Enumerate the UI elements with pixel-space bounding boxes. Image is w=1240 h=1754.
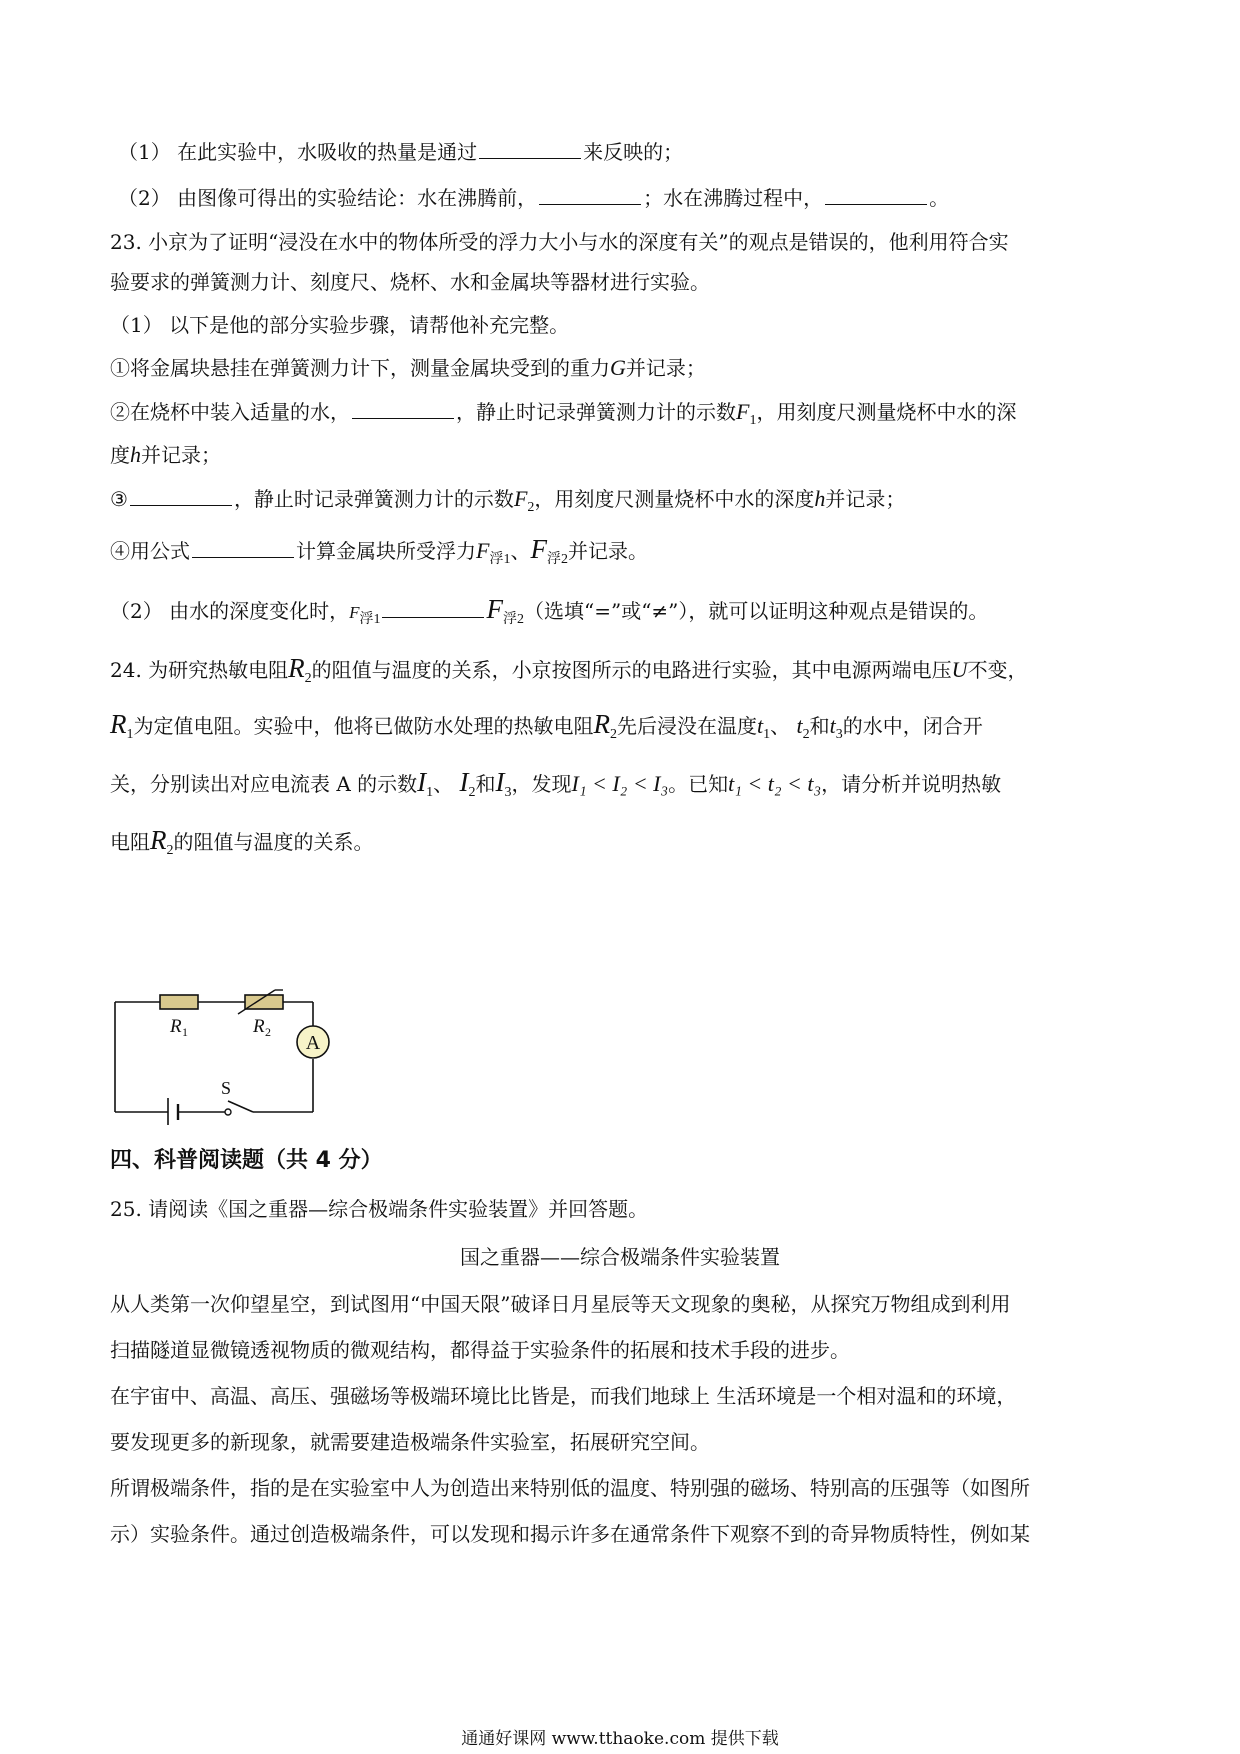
article-para2-line1: 在宇宙中、高温、高压、强磁场等极端环境比比皆是，而我们地球上 生活环境是一个相对温和的环境， xyxy=(110,1384,1017,1408)
q23-intro-line2: 验要求的弹簧测力计、刻度尺、烧杯、水和金属块等器材进行实验。 xyxy=(110,270,710,294)
answer-blank[interactable] xyxy=(825,184,927,205)
q22-part1: （1） 在此实验中，水吸收的热量是通过 来反映的； xyxy=(118,140,684,164)
q23-step3: ③ ，静止时记录弹簧测力计的示数$F_2$，用刻度尺测量烧杯中水的深度h并记录； xyxy=(110,486,906,515)
answer-blank[interactable] xyxy=(352,398,454,419)
article-para1-line1: 从人类第一次仰望星空，到试图用“中国天限”破译日月星辰等天文现象的奥秘，从探究万物组成到利用 xyxy=(110,1292,1011,1316)
q23-step2: ②在烧杯中装入适量的水， ，静止时记录弹簧测力计的示数$F_1$，用刻度尺测量烧杯中水的深 xyxy=(110,399,1017,428)
q25-prompt: 25. 请阅读《国之重器—综合极端条件实验装置》并回答题。 xyxy=(110,1197,649,1221)
q22-part2: （2） 由图像可得出的实验结论：水在沸腾前， ；水在沸腾过程中， 。 xyxy=(118,186,950,210)
r1-subscript: 1 xyxy=(182,1025,188,1039)
q24-line4: 电阻$R_2$的阻值与温度的关系。 xyxy=(110,825,374,858)
resistor-r1 xyxy=(160,995,198,1009)
page-footer: 通通好课网 www.tthaoke.com 提供下载 xyxy=(461,1729,779,1749)
answer-blank[interactable] xyxy=(192,537,294,558)
answer-blank[interactable] xyxy=(479,138,581,159)
article-para3-line1: 所谓极端条件，指的是在实验室中人为创造出来特别低的温度、特别强的磁场、特别高的压强等（如图所 xyxy=(110,1476,1030,1500)
switch-contact xyxy=(225,1109,231,1115)
q23-step4: ④用公式 计算金属块所受浮力$F_{浮1}$、$F_{浮2}$并记录。 xyxy=(110,534,648,567)
article-title: 国之重器——综合极端条件实验装置 xyxy=(460,1245,780,1269)
article-para2-line2: 要发现更多的新现象，就需要建造极端条件实验室，拓展研究空间。 xyxy=(110,1430,710,1454)
article-para1-line2: 扫描隧道显微镜透视物质的微观结构，都得益于实验条件的拓展和技术手段的进步。 xyxy=(110,1338,850,1362)
q23-part1: （1） 以下是他的部分实验步骤，请帮他补充完整。 xyxy=(110,313,570,337)
q24-line3: 关，分别读出对应电流表 A 的示数$I_1$、 $I_2$和$I_3$，发现I₁ < I₂ < I₃。已知t₁ < t₂ < t₃，请分析并说明热敏 xyxy=(110,767,1002,800)
q23-step2-cont: 度h并记录； xyxy=(110,442,221,467)
q24-line1: 24. 为研究热敏电阻$R_2$的阻值与温度的关系，小京按图所示的电路进行实验，其中电源两端电压U不变， xyxy=(110,653,1028,686)
r2-label: R xyxy=(253,1016,265,1037)
q24-line2: $R_1$为定值电阻。实验中，他将已做防水处理的热敏电阻$R_2$先后浸没在温度$t_1$、 $t_2$和$t_3$的水中，闭合开 xyxy=(110,709,983,742)
r2-subscript: 2 xyxy=(265,1025,271,1039)
q23-intro-line1: 23. 小京为了证明“浸没在水中的物体所受的浮力大小与水的深度有关”的观点是错误的，他利用符合实 xyxy=(110,230,1009,254)
answer-blank[interactable] xyxy=(130,485,232,506)
answer-blank[interactable] xyxy=(382,597,484,618)
answer-blank[interactable] xyxy=(539,184,641,205)
q23-step1: ①将金属块悬挂在弹簧测力计下，测量金属块受到的重力G并记录； xyxy=(110,355,706,380)
r1-label: R xyxy=(170,1016,182,1037)
switch-label: S xyxy=(221,1078,232,1098)
article-para3-line2: 示）实验条件。通过创造极端条件，可以发现和揭示许多在通常条件下观察不到的奇异物质特性，例如某 xyxy=(110,1522,1030,1546)
q23-part2: （2） 由水的深度变化时，$F_{浮1}$ $F_{浮2}$（选填“=”或“≠”），就可以证明这种观点是错误的。 xyxy=(110,594,989,627)
section-heading: 四、科普阅读题（共 4 分） xyxy=(110,1148,383,1173)
ammeter-label: A xyxy=(305,1032,321,1054)
circuit-diagram xyxy=(100,985,340,1125)
